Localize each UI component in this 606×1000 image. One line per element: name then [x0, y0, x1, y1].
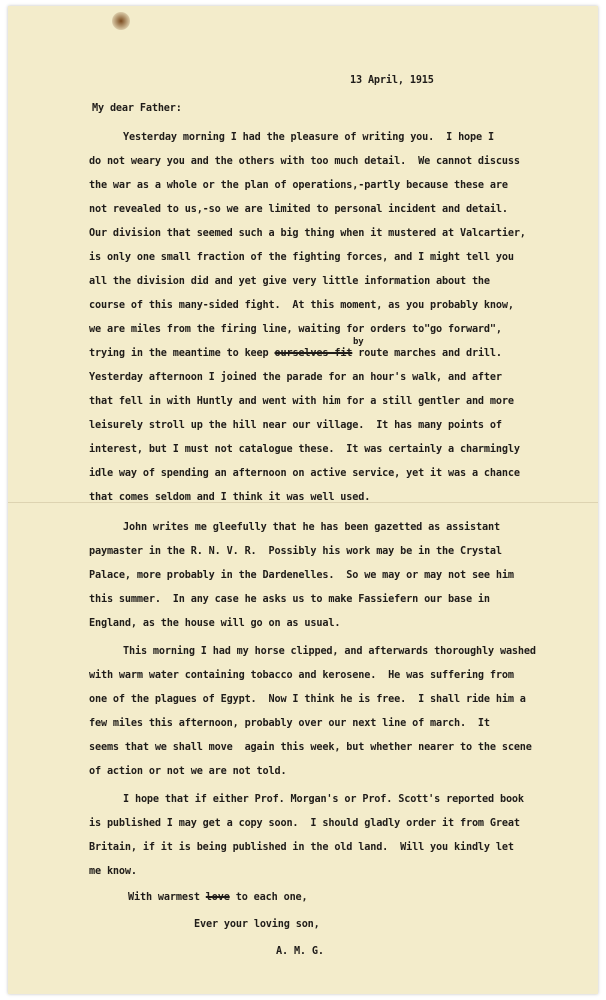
text-line: few miles this afternoon, probably over our next line of march. It	[89, 718, 490, 729]
text-line: Yesterday morning I had the pleasure of writing you. I hope I	[123, 132, 494, 143]
text-line: course of this many-sided fight. At this moment, as you probably know,	[89, 300, 514, 311]
signature: A. M. G.	[276, 946, 324, 957]
text-line: is published I may get a copy soon. I should gladly order it from Great	[89, 818, 520, 829]
text-line: all the division did and yet give very little information about the	[89, 276, 490, 287]
letter-date: 13 April, 1915	[350, 75, 434, 86]
salutation: My dear Father:	[92, 103, 182, 114]
text-line: leisurely stroll up the hill near our village. It has many points of	[89, 420, 502, 431]
closing-line: With warmest love to each one,	[128, 892, 308, 903]
text-line: not revealed to us,-so we are limited to personal incident and detail.	[89, 204, 508, 215]
text-line: one of the plagues of Egypt. Now I think he is free. I shall ride him a	[89, 694, 526, 705]
text-line: of action or not we are not told.	[89, 766, 287, 777]
text-line: the war as a whole or the plan of operations,-partly because these are	[89, 180, 508, 191]
text-line: do not weary you and the others with too much detail. We cannot discuss	[89, 156, 520, 167]
text-line: that fell in with Huntly and went with him for a still gentler and more	[89, 396, 514, 407]
text-line: Palace, more probably in the Dardenelles. So we may or may not see him	[89, 570, 514, 581]
struck-text: ourselves fit	[274, 348, 353, 359]
stain-mark	[112, 12, 130, 30]
text-line: England, as the house will go on as usual.	[89, 618, 341, 629]
text-line-with-correction: trying in the meantime to keep ourselves fit route marches and drill.	[89, 348, 502, 359]
text-line: idle way of spending an afternoon on active service, yet it was a chance	[89, 468, 520, 479]
text-line: seems that we shall move again this week, but whether nearer to the scene	[89, 742, 532, 753]
letter-page	[8, 6, 598, 994]
text-line: me know.	[89, 866, 137, 877]
handwritten-insertion: by	[353, 337, 364, 347]
text-line: we are miles from the firing line, waiting for orders to"go forward",	[89, 324, 502, 335]
text-line: paymaster in the R. N. V. R. Possibly his work may be in the Crystal	[89, 546, 502, 557]
text-line: with warm water containing tobacco and kerosene. He was suffering from	[89, 670, 514, 681]
text-line: Our division that seemed such a big thing when it mustered at Valcartier,	[89, 228, 526, 239]
struck-text: love	[205, 892, 230, 903]
text-line: John writes me gleefully that he has been gazetted as assistant	[123, 522, 500, 533]
text-line: interest, but I must not catalogue these. It was certainly a charmingly	[89, 444, 520, 455]
text-line: this summer. In any case he asks us to make Fassiefern our base in	[89, 594, 490, 605]
text-line: that comes seldom and I think it was well used.	[89, 492, 371, 503]
text-line: Britain, if it is being published in the old land. Will you kindly let	[89, 842, 514, 853]
text-line: This morning I had my horse clipped, and afterwards thoroughly washed	[123, 646, 536, 657]
text-line: I hope that if either Prof. Morgan's or Prof. Scott's reported book	[123, 794, 524, 805]
signoff: Ever your loving son,	[194, 919, 320, 930]
text-line: is only one small fraction of the fighting forces, and I might tell you	[89, 252, 514, 263]
text-line: Yesterday afternoon I joined the parade for an hour's walk, and after	[89, 372, 502, 383]
